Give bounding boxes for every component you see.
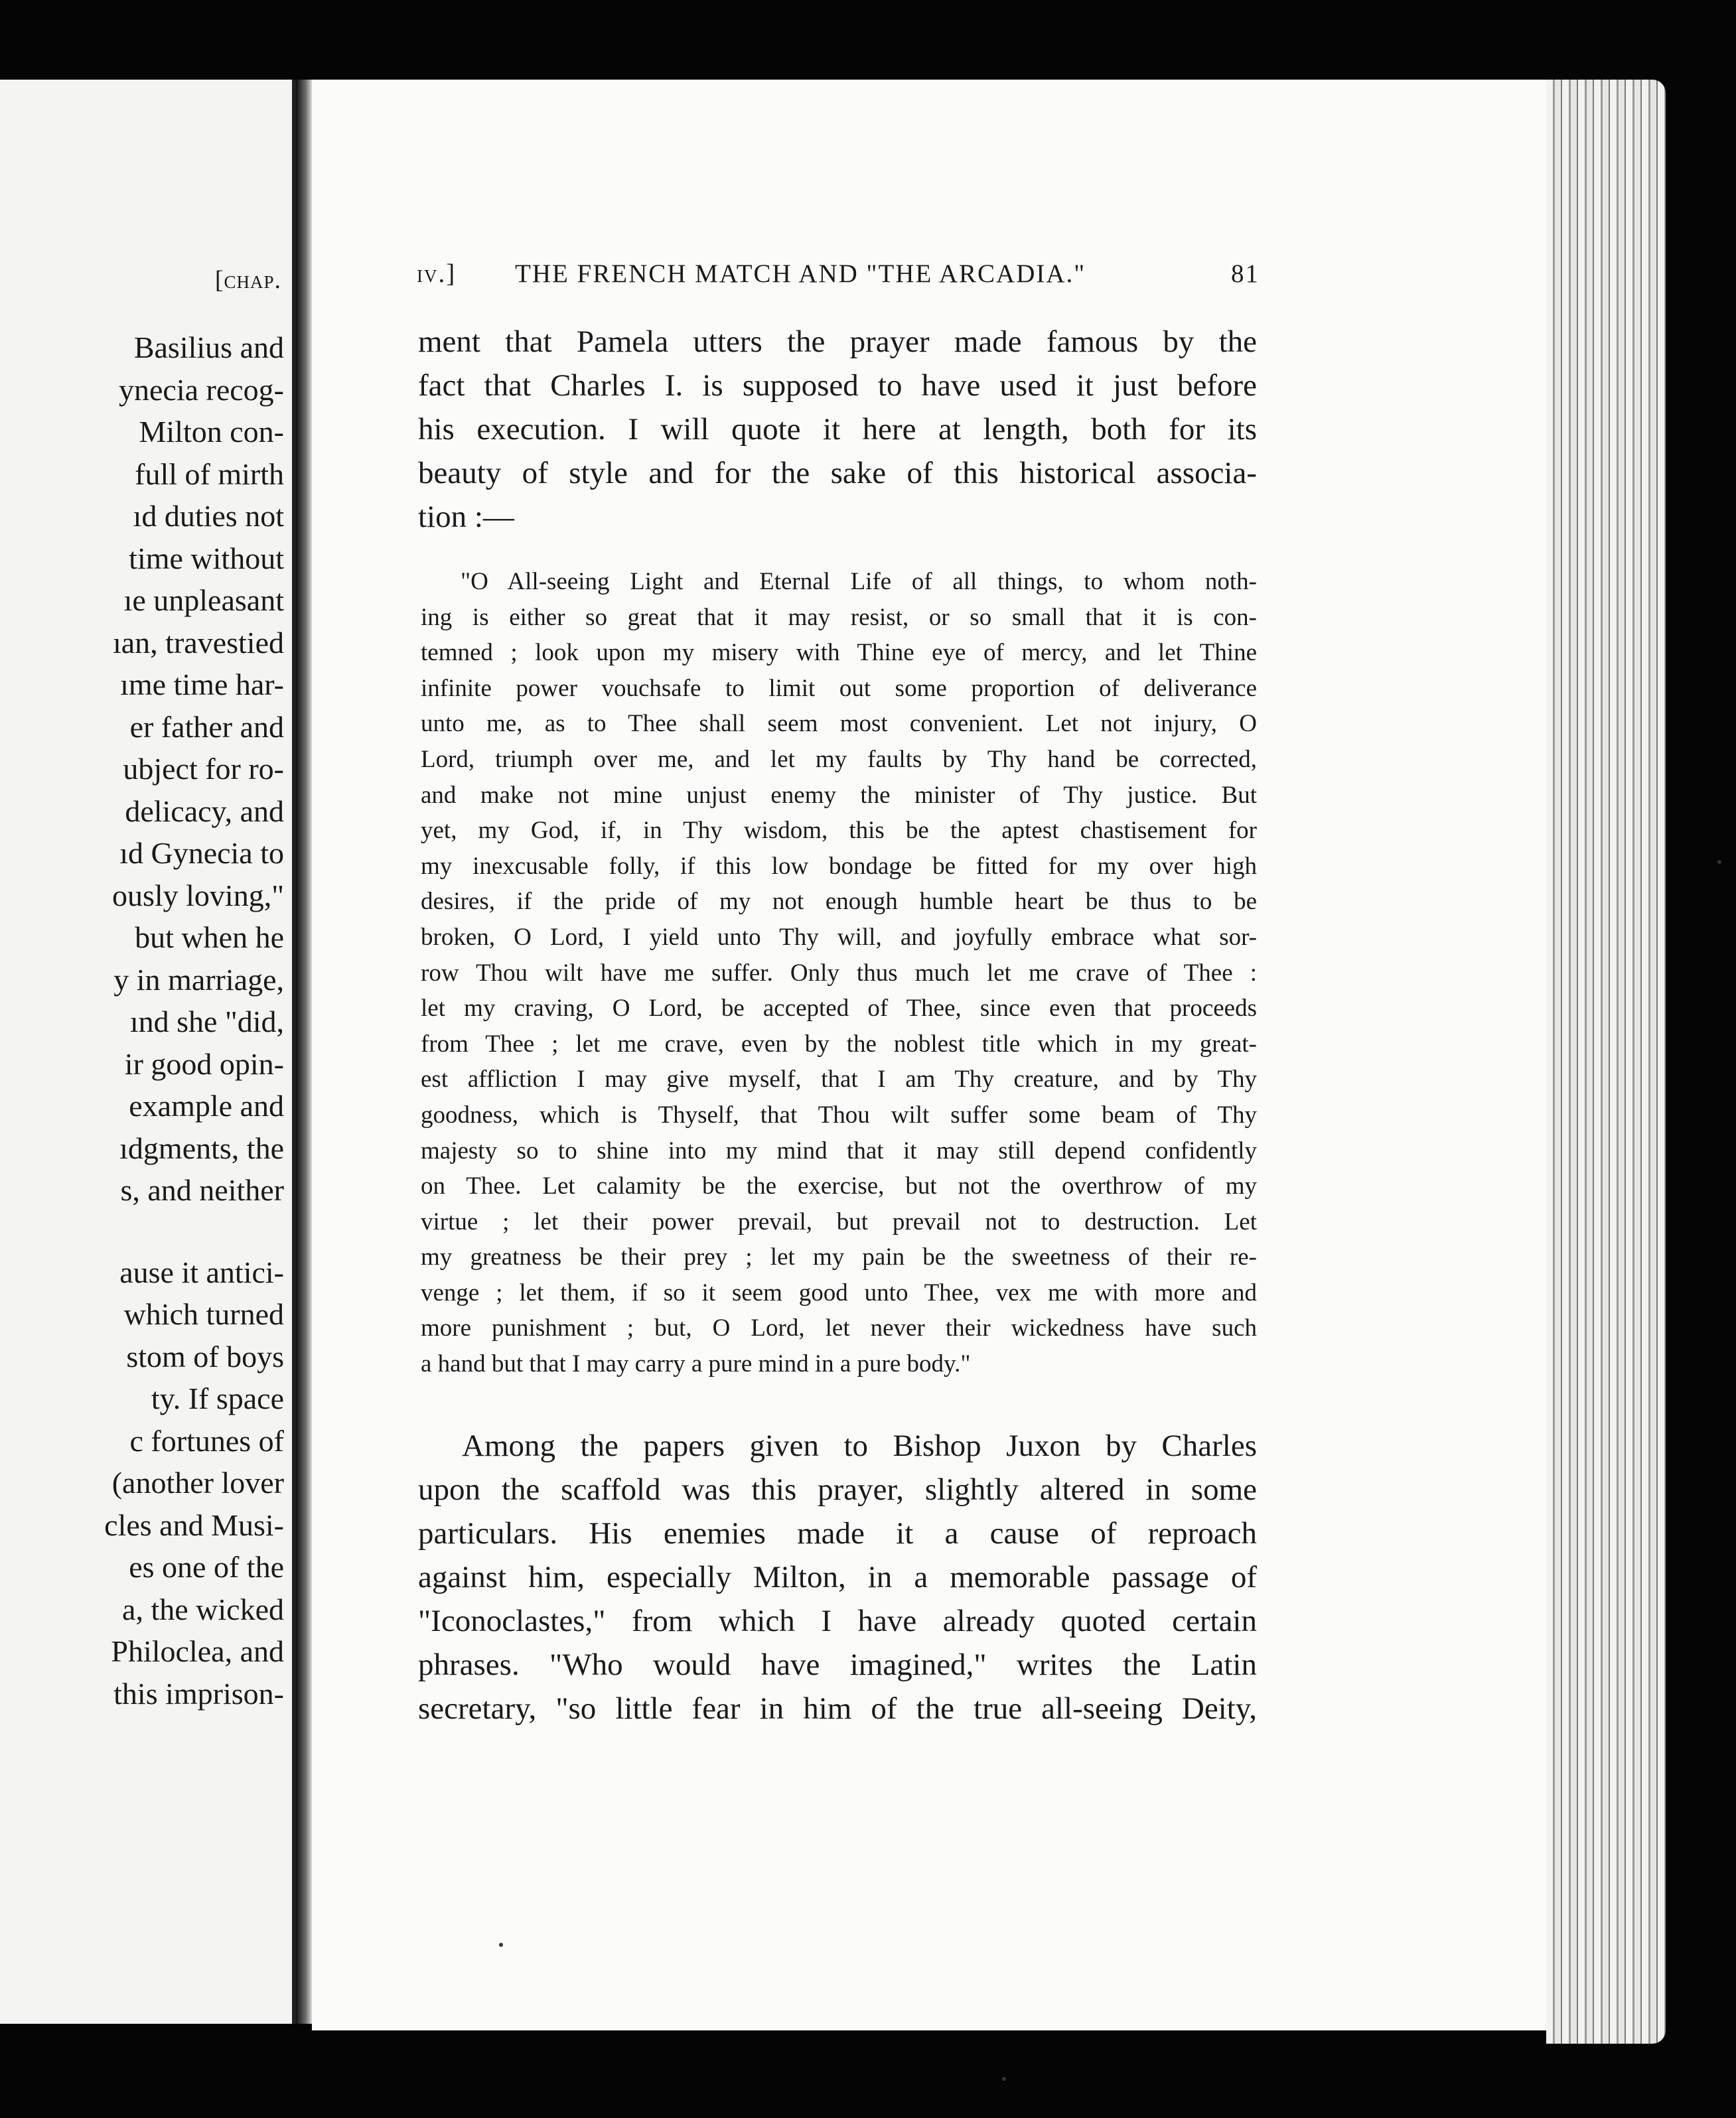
paragraph-line: phrases. "Who would have imagined," writes the Latin bbox=[418, 1648, 1257, 1682]
paragraph-line: against him, especially Milton, in a memorable passage of bbox=[418, 1560, 1257, 1594]
paragraph-line: his execution. I will quote it here at length, both for its bbox=[418, 412, 1257, 447]
quote-line: infinite power vouchsafe to limit out some proportion of deliverance bbox=[421, 674, 1257, 702]
left-page-line: ıd duties not bbox=[133, 499, 284, 533]
left-page-line: stom of boys bbox=[126, 1339, 284, 1374]
left-page-line: ously loving," bbox=[111, 878, 284, 912]
left-page-line: delicacy, and bbox=[125, 794, 284, 828]
left-page-line: ty. If space bbox=[151, 1381, 284, 1415]
quote-line: venge ; let them, if so it seem good unto Thee, vex me with more and bbox=[421, 1279, 1257, 1306]
left-page-line: full of mirth bbox=[135, 457, 284, 491]
quote-line: let my craving, O Lord, be accepted of Thee, since even that proceeds bbox=[421, 995, 1257, 1023]
quote-line: from Thee ; let me crave, even by the noblest title which in my great- bbox=[421, 1030, 1257, 1058]
paragraph-line: tion :— bbox=[418, 500, 514, 534]
left-page-line: ıd Gynecia to bbox=[119, 836, 284, 870]
quote-line: "O All-seeing Light and Eternal Life of all things, to whom noth- bbox=[461, 568, 1257, 595]
paragraph-line: Among the papers given to Bishop Juxon by Charles bbox=[462, 1429, 1257, 1463]
scan-speck bbox=[1717, 860, 1721, 864]
left-page-line: ıme time har- bbox=[120, 668, 284, 701]
left-page-line: ubject for ro- bbox=[123, 752, 284, 786]
quote-line: unto me, as to Thee shall seem most convenient. Let not injury, O bbox=[421, 710, 1257, 738]
page-edges bbox=[1546, 80, 1666, 2044]
paragraph-line: "Iconoclastes," from which I have already quoted certain bbox=[418, 1604, 1257, 1638]
quote-line: a hand but that I may carry a pure mind in a pure body." bbox=[421, 1350, 971, 1378]
quote-line: ing is either so great that it may resist, or so small that it is con- bbox=[421, 603, 1257, 631]
left-page-line: ıe unpleasant bbox=[123, 583, 284, 617]
left-page-header: [chap. bbox=[214, 266, 281, 294]
paragraph-line: beauty of style and for the sake of this historical associa- bbox=[418, 456, 1257, 490]
quote-line: est affliction I may give myself, that I am Thy creature, and by Thy bbox=[421, 1066, 1257, 1094]
paragraph-line: secretary, "so little fear in him of the true all-seeing Deity, bbox=[418, 1691, 1257, 1726]
left-page-line: (another lover bbox=[111, 1466, 284, 1500]
paragraph-line: ment that Pamela utters the prayer made famous by the bbox=[418, 324, 1257, 359]
page-number: 81 bbox=[1231, 259, 1260, 288]
running-head bbox=[417, 259, 1260, 292]
quote-line: and make not mine unjust enemy the minister of Thy justice. But bbox=[421, 781, 1257, 809]
quote-line: more punishment ; but, O Lord, let never their wickedness have such bbox=[421, 1314, 1257, 1342]
left-page-line: ause it antici- bbox=[119, 1255, 284, 1289]
quote-line: my inexcusable folly, if this low bondage be fitted for my over high bbox=[421, 852, 1257, 880]
quote-line: desires, if the pride of my not enough humble heart be thus to be bbox=[421, 888, 1257, 916]
paragraph-line: upon the scaffold was this prayer, slightly altered in some bbox=[418, 1472, 1257, 1507]
quote-line: my greatness be their prey ; let my pain be the sweetness of their re- bbox=[421, 1243, 1257, 1271]
left-page-line: this imprison- bbox=[113, 1676, 284, 1711]
block-quote-prayer bbox=[421, 564, 1257, 1382]
scan-speck bbox=[499, 1943, 503, 1947]
quote-line: row Thou wilt have me suffer. Only thus much let me crave of Thee : bbox=[421, 959, 1257, 987]
quote-line: yet, my God, if, in Thy wisdom, this be the aptest chastisement for bbox=[421, 817, 1257, 845]
left-page-line: Basilius and bbox=[133, 330, 284, 364]
left-page-line: ir good opin- bbox=[124, 1046, 284, 1081]
paragraph-line: fact that Charles I. is supposed to have used it just before bbox=[418, 368, 1257, 403]
paragraph-line: particulars. His enemies made it a cause of reproach bbox=[418, 1516, 1257, 1551]
left-page-line: es one of the bbox=[129, 1550, 284, 1584]
quote-line: Lord, triumph over me, and let my faults by Thy hand be corrected, bbox=[421, 745, 1257, 773]
left-page-text bbox=[0, 326, 284, 1715]
left-page-line: y in marriage, bbox=[113, 962, 284, 997]
quote-line: majesty so to shine into my mind that it may still depend confidently bbox=[421, 1137, 1257, 1165]
left-page-line: ynecia recog- bbox=[118, 372, 284, 407]
left-page-line: example and bbox=[129, 1089, 284, 1123]
running-title: THE FRENCH MATCH AND "THE ARCADIA." bbox=[515, 259, 1086, 288]
chapter-number: iv.] bbox=[417, 259, 457, 288]
left-page-line: Milton con- bbox=[139, 415, 284, 449]
paragraph-1 bbox=[418, 320, 1257, 539]
quote-line: temned ; look upon my misery with Thine eye of mercy, and let Thine bbox=[421, 639, 1257, 667]
left-page-line: but when he bbox=[135, 920, 284, 954]
left-page-line: ıan, travestied bbox=[112, 625, 284, 660]
left-page-line: ınd she "did, bbox=[129, 1005, 284, 1038]
scan-speck bbox=[1002, 2077, 1006, 2081]
left-page-gap bbox=[0, 1212, 284, 1251]
left-page-line: time without bbox=[129, 541, 284, 575]
book-gutter bbox=[296, 80, 312, 2024]
left-page-line: which turned bbox=[123, 1297, 284, 1331]
left-page-line: cles and Musi- bbox=[104, 1508, 284, 1542]
left-page-line: s, and neither bbox=[120, 1173, 284, 1207]
left-page-line: er father and bbox=[129, 709, 284, 744]
quote-line: goodness, which is Thyself, that Thou wilt suffer some beam of Thy bbox=[421, 1101, 1257, 1129]
quote-line: virtue ; let their power prevail, but prevail not to destruction. Let bbox=[421, 1208, 1257, 1236]
quote-line: broken, O Lord, I yield unto Thy will, and joyfully embrace what sor- bbox=[421, 923, 1257, 951]
paragraph-2 bbox=[418, 1424, 1257, 1730]
left-page bbox=[0, 80, 296, 2024]
quote-line: on Thee. Let calamity be the exercise, but not the overthrow of my bbox=[421, 1172, 1257, 1200]
left-page-line: Philoclea, and bbox=[111, 1634, 284, 1668]
left-page-line: c fortunes of bbox=[129, 1423, 284, 1458]
left-page-line: a, the wicked bbox=[122, 1592, 284, 1626]
left-page-line: ıdgments, the bbox=[119, 1131, 284, 1165]
